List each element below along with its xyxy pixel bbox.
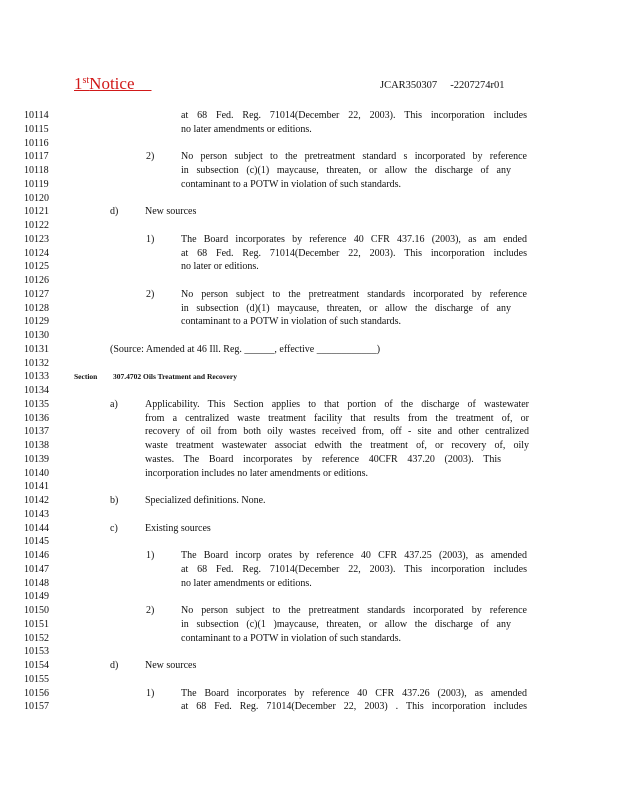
- line-number: 10153: [24, 646, 49, 658]
- line-text: no later or editions.: [181, 261, 259, 273]
- line-number: 10133: [24, 371, 49, 383]
- line-number: 10157: [24, 701, 49, 713]
- line-text: in subsection (d)(1) maycause, threaten, or allow the discharge of any: [181, 302, 511, 314]
- line-text: recovery of oil from both oily wastes received from, off - site and other centralized: [145, 426, 529, 438]
- document-line: [0, 522, 618, 536]
- line-number: 10146: [24, 550, 49, 561]
- line-number: 10119: [24, 178, 49, 190]
- document-line: [0, 205, 618, 219]
- line-number: 10118: [24, 165, 49, 176]
- document-line: [0, 343, 618, 357]
- line-number: 10131: [24, 343, 49, 355]
- line-text: in subsection (c)(1) maycause, threaten, or allow the discharge of any: [181, 165, 511, 176]
- line-number: 10129: [24, 316, 49, 328]
- document-line: [0, 233, 618, 247]
- section-label: Section: [74, 372, 98, 382]
- document-line: [0, 563, 618, 577]
- document-line: [0, 315, 618, 329]
- document-line: [0, 700, 618, 714]
- document-line: [0, 260, 618, 274]
- line-number: 10143: [24, 508, 49, 520]
- line-number: 10154: [24, 660, 49, 671]
- document-line: [0, 453, 618, 467]
- line-text: New sources: [145, 206, 197, 218]
- line-number: 10140: [24, 467, 49, 479]
- line-text: Specialized definitions. None.: [145, 495, 266, 506]
- document-line: [0, 425, 618, 439]
- list-marker: d): [110, 206, 119, 218]
- document-line: [0, 302, 618, 316]
- line-text: from a centralized waste treatment facility that results from the treatment of, or: [145, 412, 529, 424]
- line-number: 10114: [24, 110, 49, 121]
- document-line: [0, 632, 618, 646]
- document-line: [0, 219, 618, 233]
- line-number: 10128: [24, 302, 49, 314]
- document-line: [0, 247, 618, 261]
- list-marker: 1): [146, 233, 155, 245]
- line-text: waste treatment wastewater associat edwith the treatment of, or recovery of, oily: [145, 440, 529, 451]
- line-number: 10135: [24, 398, 49, 410]
- line-number: 10126: [24, 275, 49, 286]
- line-number: 10120: [24, 192, 49, 204]
- line-text: no later amendments or editions.: [181, 123, 312, 135]
- list-marker: 1): [146, 550, 155, 561]
- document-line: [0, 123, 618, 137]
- document-line: [0, 398, 618, 412]
- document-line: [0, 439, 618, 453]
- list-marker: b): [110, 495, 119, 506]
- line-number: 10130: [24, 330, 49, 341]
- document-line: [0, 549, 618, 563]
- line-number: 10152: [24, 632, 49, 644]
- document-line: [0, 577, 618, 591]
- line-text: at 68 Fed. Reg. 71014(December 22, 2003). This incorporation includes: [181, 247, 527, 259]
- document-line: [0, 604, 618, 618]
- list-marker: c): [110, 522, 118, 534]
- document-line: [0, 467, 618, 481]
- document-line: [0, 673, 618, 687]
- document-line: [0, 480, 618, 494]
- line-text: No person subject to the pretreatment standards incorporated by reference: [181, 605, 527, 616]
- line-number: 10144: [24, 522, 49, 534]
- line-number: 10134: [24, 385, 49, 396]
- page-header: [0, 74, 618, 98]
- document-line: [0, 150, 618, 164]
- list-marker: a): [110, 398, 118, 410]
- line-number: 10142: [24, 495, 49, 506]
- line-text: contaminant to a POTW in violation of such standards.: [181, 632, 402, 644]
- line-number: 10123: [24, 233, 49, 245]
- document-line: [0, 192, 618, 206]
- line-text: contaminant to a POTW in violation of such standards.: [181, 316, 402, 328]
- line-text: No person subject to the pretreatment standard s incorporated by reference: [181, 151, 527, 163]
- document-line: [0, 590, 618, 604]
- line-number: 10125: [24, 261, 49, 273]
- document-line: [0, 645, 618, 659]
- line-number: 10116: [24, 137, 49, 149]
- list-marker: 2): [146, 151, 155, 163]
- list-marker: 2): [146, 288, 155, 300]
- line-text: The Board incorporates by reference 40 CFR 437.26 (2003), as amended: [181, 687, 527, 699]
- line-number: 10139: [24, 453, 49, 465]
- line-text: no later amendments or editions.: [181, 577, 312, 589]
- document-body: [0, 109, 618, 714]
- document-line: [0, 137, 618, 151]
- document-line: [0, 687, 618, 701]
- document-line: [0, 329, 618, 343]
- list-marker: d): [110, 660, 119, 671]
- line-text: at 68 Fed. Reg. 71014(December 22, 2003) . This incorporation includes: [181, 701, 527, 713]
- line-text: at 68 Fed. Reg. 71014(December 22, 2003). This incorporation includes: [181, 563, 527, 575]
- document-line: [0, 370, 618, 384]
- line-text: Applicability. This Section applies to that portion of the discharge of wastewater: [145, 398, 529, 410]
- document-line: [0, 384, 618, 398]
- document-line: [0, 659, 618, 673]
- document-line: [0, 412, 618, 426]
- line-text: in subsection (c)(1 )maycause, threaten, or allow the discharge of any: [181, 618, 511, 630]
- line-number: 10149: [24, 591, 49, 603]
- line-number: 10147: [24, 563, 49, 575]
- document-line: [0, 508, 618, 522]
- document-code: JCAR350307 -2207274r01: [380, 80, 505, 91]
- line-number: 10141: [24, 481, 49, 493]
- line-number: 10121: [24, 206, 49, 218]
- line-text: The Board incorp orates by reference 40 CFR 437.25 (2003), as amended: [181, 550, 527, 561]
- line-number: 10132: [24, 357, 49, 369]
- document-line: [0, 357, 618, 371]
- line-number: 10137: [24, 426, 49, 438]
- notice-superscript: st: [82, 75, 90, 86]
- line-number: 10136: [24, 412, 49, 424]
- document-line: [0, 274, 618, 288]
- line-text: (Source: Amended at 46 Ill. Reg. ______, effective ____________): [110, 343, 381, 355]
- list-marker: 1): [146, 687, 155, 699]
- line-number: 10150: [24, 605, 49, 616]
- line-number: 10124: [24, 247, 49, 259]
- line-number: 10148: [24, 577, 49, 589]
- line-number: 10122: [24, 220, 49, 231]
- line-number: 10145: [24, 536, 49, 548]
- line-number: 10138: [24, 440, 49, 451]
- line-text: wastes. The Board incorporates by reference 40CFR 437.20 (2003). This: [145, 453, 501, 465]
- document-line: [0, 164, 618, 178]
- line-number: 10156: [24, 687, 49, 699]
- document-line: [0, 178, 618, 192]
- line-text: The Board incorporates by reference 40 CFR 437.16 (2003), as am ended: [181, 233, 527, 245]
- line-number: 10155: [24, 673, 49, 685]
- document-line: [0, 109, 618, 123]
- document-line: [0, 494, 618, 508]
- line-number: 10127: [24, 288, 49, 300]
- line-text: Existing sources: [145, 522, 211, 534]
- notice-word: Notice: [89, 74, 135, 93]
- line-text: contaminant to a POTW in violation of such standards.: [181, 178, 402, 190]
- section-title: 307.4702 Oils Treatment and Recovery: [113, 372, 237, 382]
- line-number: 10151: [24, 618, 49, 630]
- line-text: at 68 Fed. Reg. 71014(December 22, 2003). This incorporation includes: [181, 110, 527, 121]
- document-line: [0, 535, 618, 549]
- document-line: [0, 618, 618, 632]
- list-marker: 2): [146, 605, 155, 616]
- notice-label: [74, 74, 152, 94]
- line-number: 10115: [24, 123, 49, 135]
- line-number: 10117: [24, 151, 49, 163]
- document-line: [0, 288, 618, 302]
- notice-prefix: 1: [74, 74, 83, 93]
- line-text: No person subject to the pretreatment standards incorporated by reference: [181, 288, 527, 300]
- line-text: New sources: [145, 660, 197, 671]
- line-text: incorporation includes no later amendments or editions.: [145, 467, 368, 479]
